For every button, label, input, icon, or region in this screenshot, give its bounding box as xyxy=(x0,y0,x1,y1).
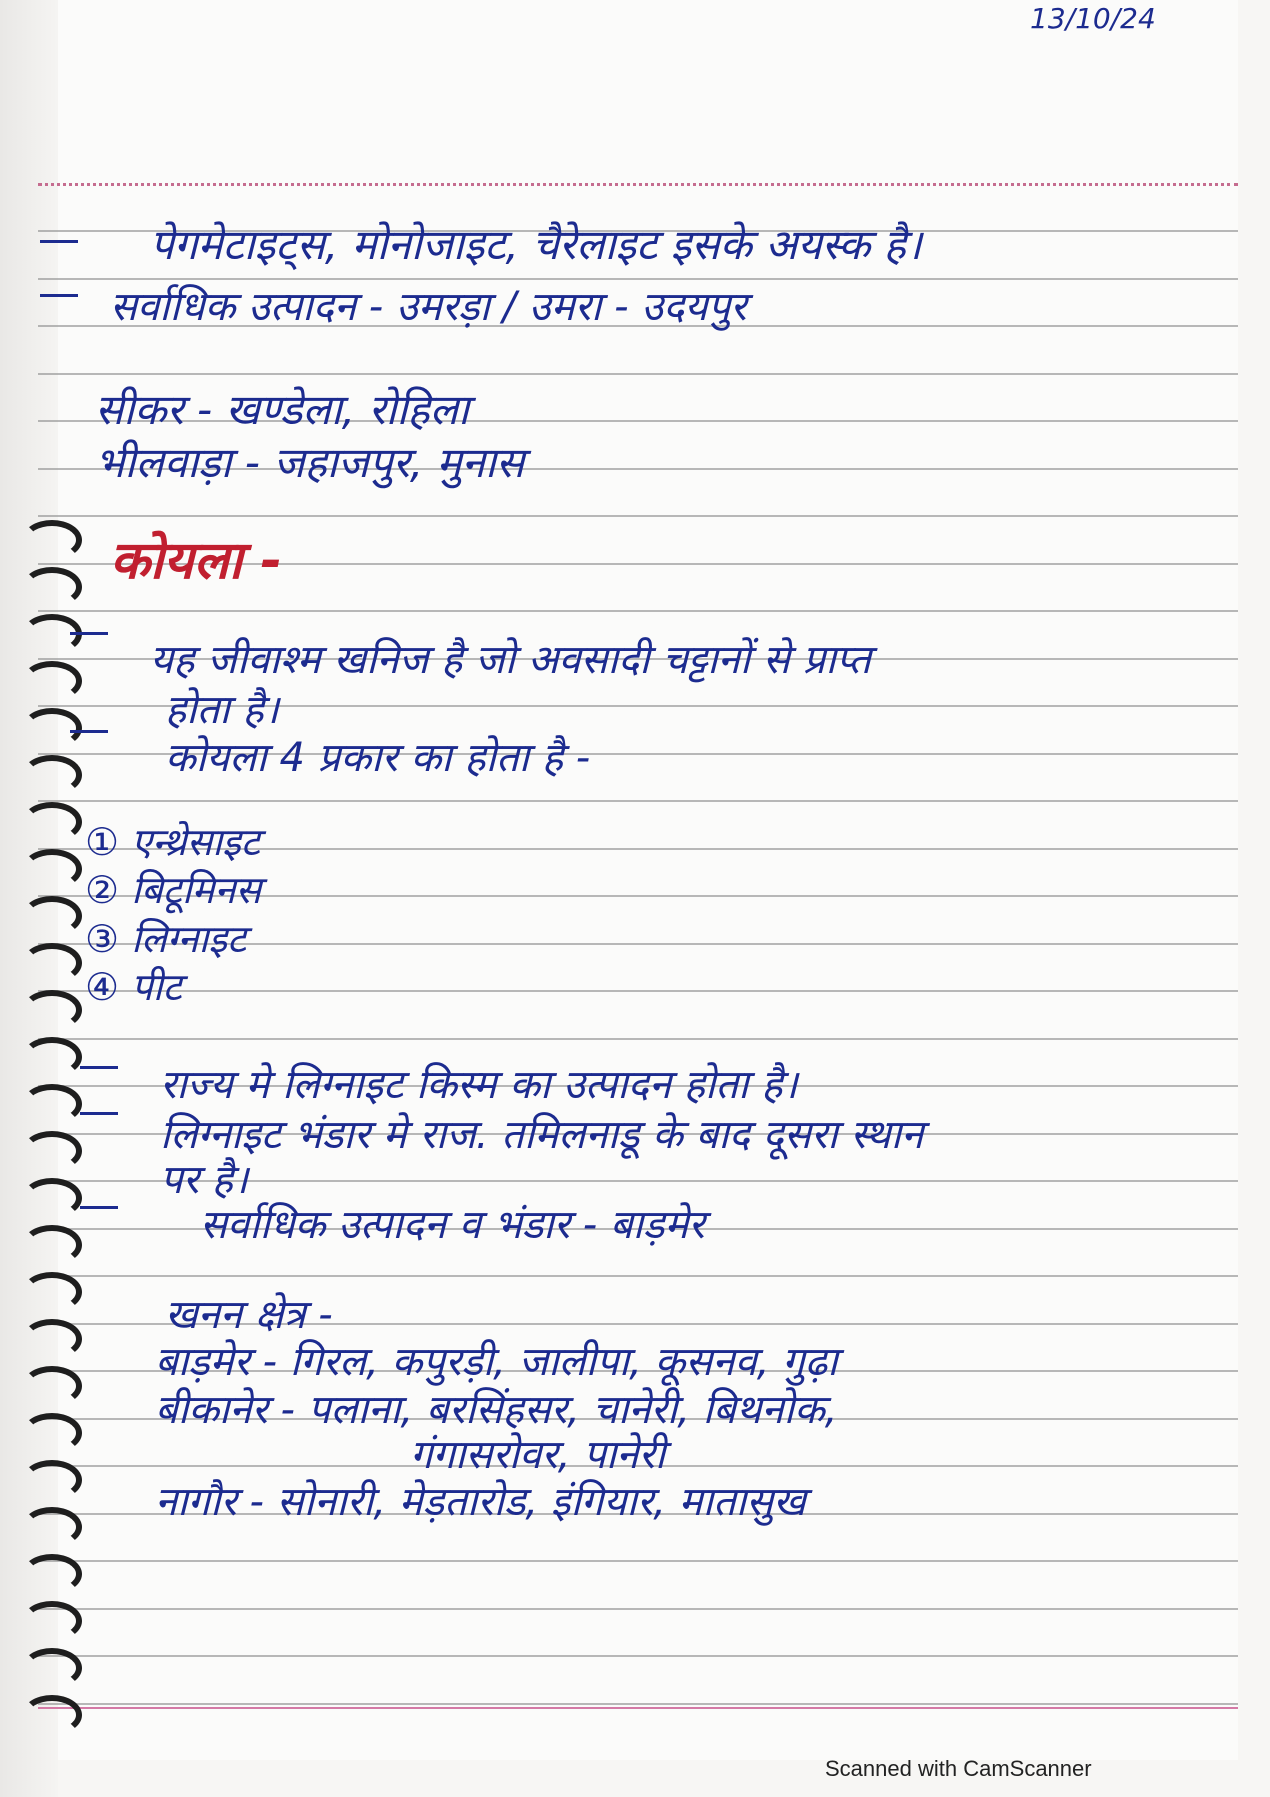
spiral-ring xyxy=(22,1272,82,1312)
spiral-ring xyxy=(22,1131,82,1171)
scanner-watermark: Scanned with CamScanner xyxy=(825,1756,1092,1781)
note-line: लिग्नाइट भंडार मे राज. तमिलनाडू के बाद दूसरा स्थान xyxy=(160,1112,924,1158)
spiral-ring xyxy=(22,567,82,607)
ruled-line xyxy=(38,515,1238,517)
note-line: बीकानेर - पलाना, बरसिंहसर, चानेरी, बिथनोक, xyxy=(155,1387,838,1433)
spiral-ring xyxy=(22,1037,82,1077)
note-line: राज्य मे लिग्नाइट किस्म का उत्पादन होता है। xyxy=(160,1062,798,1108)
spiral-ring xyxy=(22,1319,82,1359)
note-line: भीलवाड़ा - जहाजपुर, मुनास xyxy=(95,438,525,487)
note-line: सर्वाधिक उत्पादन व भंडार - बाड़मेर xyxy=(200,1202,705,1248)
list-item: ③ लिग्नाइट xyxy=(85,917,247,961)
spiral-ring xyxy=(22,1648,82,1688)
spiral-ring xyxy=(22,1225,82,1265)
list-item: ① एन्थ्रेसाइट xyxy=(85,820,260,864)
ruled-line xyxy=(38,1655,1238,1657)
spiral-ring xyxy=(22,1601,82,1641)
spiral-ring xyxy=(22,943,82,983)
bullet-dash xyxy=(80,1206,118,1209)
note-line: सर्वाधिक उत्पादन - उमरड़ा / उमरा - उदयपुर xyxy=(110,284,747,330)
spiral-ring xyxy=(22,1460,82,1500)
spiral-ring xyxy=(22,1178,82,1218)
note-line: यह जीवाश्म खनिज है जो अवसादी चट्टानों से प्राप्त xyxy=(150,637,871,683)
bottom-margin-line xyxy=(38,1707,1238,1709)
list-item: ② बिटूमिनस xyxy=(85,868,262,912)
page-date: 13/10/24 xyxy=(1030,2,1156,35)
spiral-ring xyxy=(22,708,82,748)
note-line: कोयला 4 प्रकार का होता है - xyxy=(165,735,591,781)
note-line: पेगमेटाइट्स, मोनोजाइट, चैरेलाइट इसके अयस्क है। xyxy=(150,220,922,269)
spiral-ring xyxy=(22,802,82,842)
ruled-line xyxy=(38,800,1238,802)
section-heading: कोयला - xyxy=(110,531,282,591)
spiral-ring xyxy=(22,1695,82,1735)
spiral-ring xyxy=(22,1366,82,1406)
spiral-rings xyxy=(22,520,102,1740)
spiral-ring xyxy=(22,755,82,795)
note-line: नागौर - सोनारी, मेड़तारोड, इंगियार, मातासुख xyxy=(155,1479,806,1525)
spiral-ring xyxy=(22,1554,82,1594)
note-line: गंगासरोवर, पानेरी xyxy=(410,1432,666,1478)
note-line: खनन क्षेत्र - xyxy=(165,1292,333,1338)
bullet-dash xyxy=(70,632,108,635)
list-item: ④ पीट xyxy=(85,965,182,1009)
spiral-ring xyxy=(22,1084,82,1124)
bullet-dash xyxy=(80,1112,118,1115)
spiral-ring xyxy=(22,520,82,560)
ruled-line xyxy=(38,1038,1238,1040)
ruled-line xyxy=(38,1608,1238,1610)
spiral-ring xyxy=(22,1507,82,1547)
ruled-line xyxy=(38,373,1238,375)
ruled-line xyxy=(38,610,1238,612)
ruled-line xyxy=(38,1275,1238,1277)
note-line: बाड़मेर - गिरल, कपुरड़ी, जालीपा, कूसनव, गुढ़ा xyxy=(155,1339,838,1385)
ruled-line xyxy=(38,1703,1238,1705)
ruled-line xyxy=(38,1560,1238,1562)
spiral-ring xyxy=(22,1413,82,1453)
spiral-ring xyxy=(22,849,82,889)
note-line: सीकर - खण्डेला, रोहिला xyxy=(95,385,469,434)
note-line: होता है। xyxy=(165,687,279,733)
bullet-dash xyxy=(40,294,78,297)
ruled-line xyxy=(38,990,1238,992)
bullet-dash xyxy=(70,730,108,733)
bullet-dash xyxy=(40,240,78,243)
spiral-ring xyxy=(22,661,82,701)
bullet-dash xyxy=(80,1066,118,1069)
spiral-ring xyxy=(22,990,82,1030)
spiral-ring xyxy=(22,896,82,936)
note-line: पर है। xyxy=(160,1157,249,1203)
